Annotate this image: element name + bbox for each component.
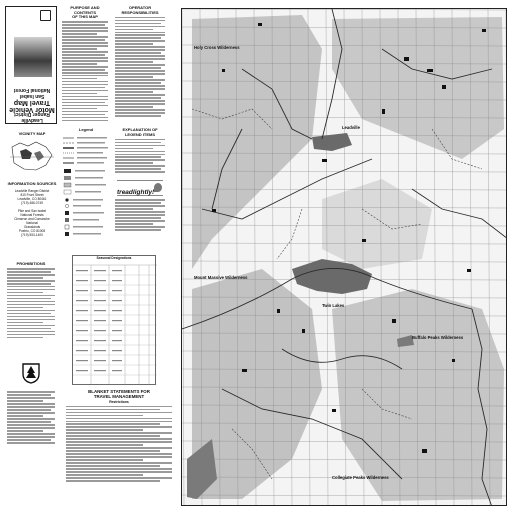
- information-title: INFORMATION SOURCES: [7, 181, 57, 186]
- vicinity-panel: [6, 132, 58, 178]
- blanket-title: [64, 390, 174, 399]
- operator-title: [113, 6, 167, 15]
- designations-table: [73, 261, 157, 385]
- label-buffalo-peaks: Buffalo Peaks Wilderness: [412, 335, 464, 340]
- vicinity-map-graphic: [6, 137, 58, 177]
- label-mount-massive: Mount Massive Wilderness: [194, 275, 248, 280]
- cover-forest-line2: National Forest: [13, 87, 51, 94]
- office-address: 810 Front Street: [20, 192, 44, 197]
- blanket-panel: [64, 390, 174, 506]
- explanation-title: [113, 128, 167, 137]
- information-panel: [6, 182, 58, 252]
- explanation-text: [113, 139, 167, 173]
- blanket-title-line2: TRAVEL MANAGEMENT: [93, 393, 145, 399]
- office-city: Leadville, CO 80461: [17, 196, 47, 201]
- purpose-panel: [60, 6, 110, 128]
- legend-title: Legend: [78, 127, 94, 132]
- purpose-title: [60, 6, 110, 20]
- usfs-logo-small: [40, 10, 51, 21]
- operator-panel: [113, 6, 167, 128]
- operator-title-line1: OPERATOR: [128, 5, 152, 10]
- legend-symbols: [60, 133, 112, 241]
- supervisor-name: Pike and San Isabel: [17, 208, 47, 213]
- prohibitions-title: PROHIBITIONS: [16, 261, 46, 266]
- cover-title-line2: Travel Map: [13, 99, 51, 106]
- explanation-panel: [113, 128, 167, 246]
- cover-title-line1: Motor Vehicle: [9, 106, 55, 113]
- cover-district-line1: Leadville: [21, 117, 43, 123]
- purpose-title-line2: OF THIS MAP: [72, 14, 98, 20]
- supervisor-name3: Cimarron and Comanche: [14, 216, 50, 221]
- prohibitions-text: [5, 268, 57, 338]
- cover-photo: [14, 37, 52, 77]
- map-frame: [181, 8, 507, 506]
- prohibitions-panel: [5, 262, 57, 497]
- label-twin-lakes: Twin Lakes: [322, 303, 345, 308]
- supervisor-phone: (719) 553-1400: [21, 232, 43, 237]
- purpose-title-line1: PURPOSE AND CONTENTS: [70, 5, 100, 15]
- forest-land: [192, 15, 504, 501]
- supervisor-city: Pueblo, CO 81008: [18, 228, 46, 233]
- blanket-title-line1: BLANKET STATEMENTS FOR: [88, 389, 150, 394]
- usfs-shield-icon: [21, 362, 41, 384]
- label-holy-cross: Holy Cross Wilderness: [194, 45, 240, 50]
- treadlightly-logo: [117, 180, 163, 196]
- cover-forest-line1: San Isabel: [19, 93, 45, 99]
- purpose-text: [60, 21, 110, 121]
- label-leadville: Leadville: [342, 125, 360, 130]
- supervisor-name2: National Forests: [20, 212, 44, 217]
- operator-text: [113, 17, 167, 117]
- treadlightly-leaf-icon: [154, 183, 162, 192]
- vicinity-title: VICINITY MAP: [18, 131, 46, 136]
- cover-panel: [5, 6, 57, 124]
- office-name: Leadville Ranger District: [14, 188, 50, 193]
- office-phone: (719) 486-0749: [21, 200, 43, 205]
- legend-panel: [60, 128, 112, 244]
- explanation-text-2: [113, 198, 167, 232]
- supervisor-name4: National: [26, 220, 38, 225]
- explanation-title-line1: EXPLANATION OF: [122, 127, 158, 132]
- operator-title-line2: RESPONSIBILITIES: [121, 9, 159, 15]
- explanation-title-line2: LEGEND ITEMS: [124, 131, 155, 137]
- treadlightly-text: treadlightly!: [117, 189, 155, 196]
- cover-district-line2: Ranger District: [14, 111, 50, 118]
- blanket-subtitle: Restrictions: [109, 400, 129, 405]
- designations-panel: [72, 255, 156, 385]
- blanket-text: [64, 406, 174, 482]
- designations-title: Seasonal Designations: [96, 256, 132, 260]
- prohibitions-text-2: [5, 390, 57, 445]
- supervisor-name5: Grasslands: [23, 224, 41, 229]
- label-collegiate-peaks: Collegiate Peaks Wilderness: [332, 475, 389, 480]
- map-canvas: [182, 9, 507, 506]
